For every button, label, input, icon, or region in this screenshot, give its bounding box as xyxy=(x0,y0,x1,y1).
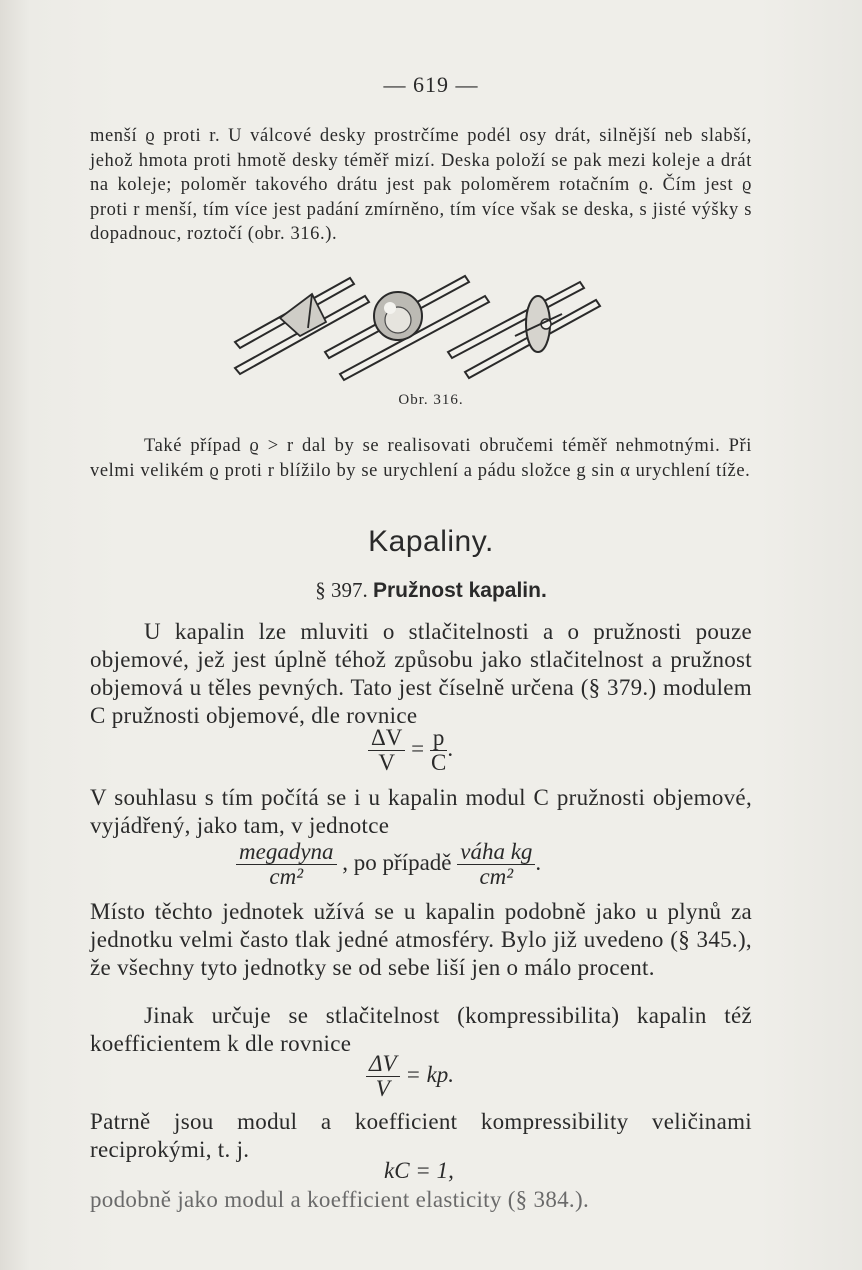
operator: = xyxy=(411,735,425,761)
paragraph-hoops xyxy=(90,434,752,483)
equation-rhs: = kp. xyxy=(405,1061,455,1087)
page-number: — 619 — xyxy=(383,72,479,97)
figure-caption: Obr. 316. xyxy=(398,392,464,408)
denominator: cm² xyxy=(269,864,304,889)
numerator: váha kg xyxy=(457,840,535,865)
paragraph-reciprocal xyxy=(90,1108,752,1164)
fraction xyxy=(368,726,405,775)
paragraph-text: Také případ ϱ > r dal by se realisovati obručemi téměř nehmotnými. Při velmi velikém ϱ proti r blížilo by se urychlení a pádu složce g sin α urychlení tíže. xyxy=(90,436,752,481)
section-heading xyxy=(0,578,862,603)
paragraph-text: Jinak určuje se stlačitelnost (kompressibilita) kapalin též koefficientem k dle rovnice xyxy=(90,1003,752,1056)
punctuation: . xyxy=(447,735,454,761)
numerator: p xyxy=(430,726,448,751)
paragraph-text: V souhlasu s tím počítá se i u kapalin modul C pružnosti objemové, vyjádřený, jako tam, v jednotce xyxy=(90,785,752,838)
paragraph-compressibility xyxy=(90,618,752,730)
denominator: V xyxy=(378,750,396,775)
paragraph-text: podobně jako modul a koefficient elasticity (§ 384.). xyxy=(90,1187,589,1212)
paragraph-text: U kapalin lze mluviti o stlačitelnosti a o pružnosti pouze objemové, jež jest úplně téhož způsobu jako stlačitelnost a pružnost objemová u těles pevných. Tato jest číselně určena (§ 379.) modulem C pružnosti objemové, dle rovnice xyxy=(90,619,752,728)
fraction xyxy=(457,840,535,889)
chapter-heading: Kapaliny. xyxy=(368,525,494,558)
numerator: ΔV xyxy=(368,726,405,751)
punctuation: . xyxy=(535,849,542,875)
paragraph-text: menší ϱ proti r. U válcové desky prostrčíme podél osy drát, silnější neb slabší, jehož hmota proti hmotě desky téměř mizí. Deska položí se pak mezi koleje a drát na koleje; poloměr takového drátu jest pak poloměrem rotačním ϱ. Čím jest ϱ proti r menší, tím více jest padání zmírněno, tím více však se deska, s jisté výšky s dopadnouc, roztočí (obr. 316.). xyxy=(90,126,752,244)
equation-text: , po případě xyxy=(342,849,452,875)
equation-units xyxy=(236,840,541,889)
equation-modulus xyxy=(368,726,453,775)
numerator: ΔV xyxy=(366,1052,400,1077)
section-number: § 397. xyxy=(315,578,368,602)
paragraph-text: Patrně jsou modul a koefficient kompressibility veličinami reciprokými, t. j. xyxy=(90,1109,752,1162)
denominator: V xyxy=(375,1076,390,1101)
paragraph-text: Místo těchto jednotek užívá se u kapalin podobně jako u plynů za jednotku velmi často tlak jedné atmosféry. Bylo již uvedeno (§ 345.), že všechny tyto jednotky se od sebe liší jen o málo procent. xyxy=(90,899,752,980)
denominator: C xyxy=(430,750,447,775)
equation-coefficient xyxy=(366,1052,454,1101)
fraction xyxy=(366,1052,400,1101)
fraction xyxy=(430,726,448,775)
fraction xyxy=(236,840,337,889)
figure-316-rails xyxy=(230,270,610,385)
paragraph-coefficient xyxy=(90,1002,752,1058)
paragraph-elasticity xyxy=(90,1186,752,1214)
paragraph-rolling-disk xyxy=(90,124,752,247)
equation-reciprocal: kC = 1, xyxy=(384,1158,454,1183)
paragraph-atmosphere xyxy=(90,898,752,982)
section-title: Pružnost kapalin. xyxy=(372,579,547,602)
numerator: megadyna xyxy=(236,840,337,865)
paragraph-units xyxy=(90,784,752,840)
denominator: cm² xyxy=(479,864,514,889)
